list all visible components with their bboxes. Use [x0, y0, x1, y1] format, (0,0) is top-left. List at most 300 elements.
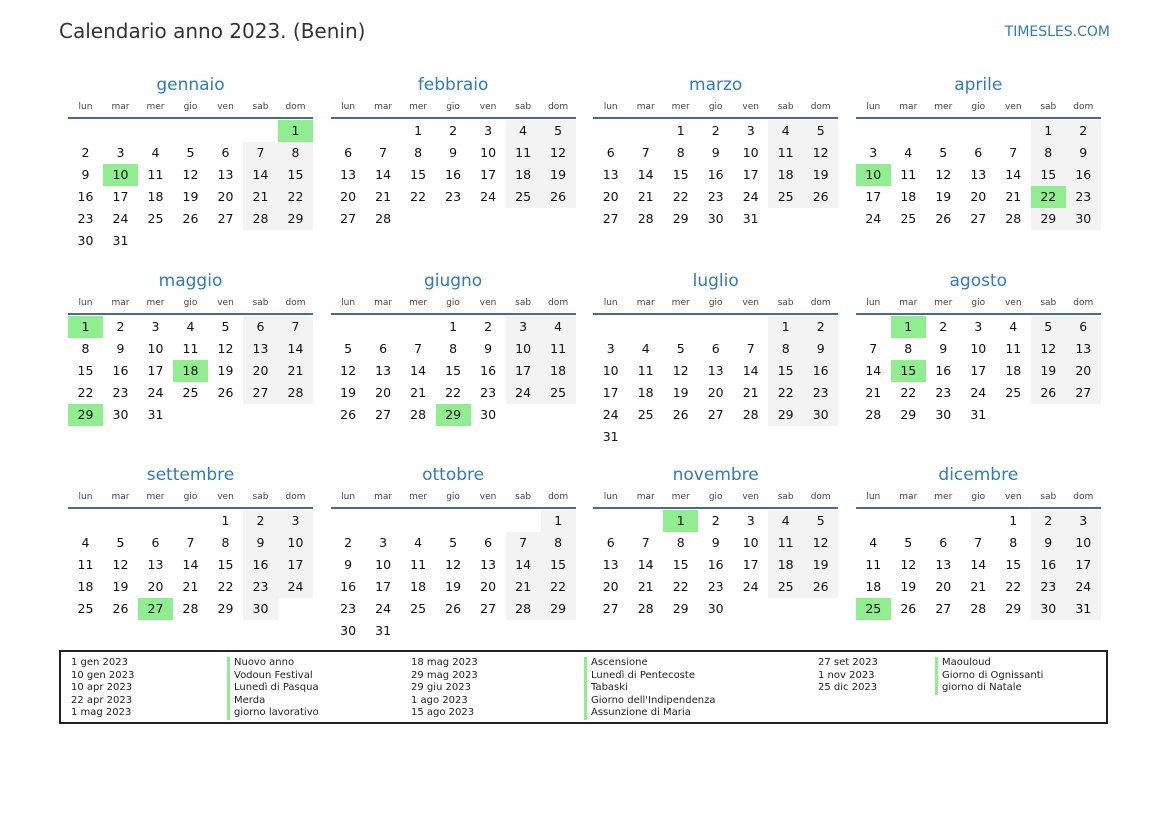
holiday-date: 1 mag 2023 [71, 707, 132, 719]
holiday-dates-col-2 [411, 657, 478, 720]
day-cell: 19 [1031, 360, 1066, 382]
weekday-label: ven [217, 298, 234, 308]
weekday-header [68, 294, 313, 315]
day-cell: 3 [506, 316, 541, 338]
day-cell: 14 [506, 554, 541, 576]
month-title: febbraio [417, 75, 489, 95]
day-cell: 13 [707, 363, 724, 378]
day-cell: 24 [865, 211, 882, 226]
day-cell: 28 [182, 601, 199, 616]
weekday-label: mar [111, 492, 130, 502]
holiday-date: 1 gen 2023 [71, 657, 129, 668]
weekday-label: ven [479, 298, 497, 308]
day-cell: 7 [641, 535, 650, 550]
day-cell: 22 [672, 189, 689, 204]
weekday-label: lun [341, 298, 356, 308]
holiday-day-cell: 1 [68, 316, 103, 338]
day-cell: 12 [672, 363, 689, 378]
day-cell: 30 [480, 407, 497, 422]
holiday-name: Lunedì di Pentecoste [584, 670, 716, 683]
day-cell: 15 [217, 557, 234, 572]
day-cell: 20 [243, 360, 278, 382]
day-cell: 26 [217, 385, 234, 400]
day-cell: 17 [602, 385, 619, 400]
day-cell: 11 [865, 557, 882, 572]
day-cell: 12 [112, 557, 129, 572]
empty-cell [366, 120, 401, 142]
day-cell: 13 [147, 557, 164, 572]
empty-cell [926, 510, 961, 532]
day-cell: 10 [147, 341, 164, 356]
weekday-label: gio [971, 102, 986, 112]
holiday-name: Giorno di Ognissanti [935, 670, 1043, 683]
day-cell: 18 [541, 360, 576, 382]
days-grid [68, 120, 313, 252]
day-cell: 8 [541, 532, 576, 554]
weekday-label: sab [1040, 102, 1057, 112]
day-cell: 16 [480, 363, 497, 378]
day-cell: 12 [900, 557, 917, 572]
day-cell: 18 [900, 189, 917, 204]
day-cell: 23 [480, 385, 497, 400]
day-cell: 5 [541, 120, 576, 142]
day-cell: 18 [147, 189, 164, 204]
day-cell: 9 [116, 341, 125, 356]
day-cell: 3 [869, 145, 878, 160]
day-cell: 31 [1066, 598, 1101, 620]
day-cell: 19 [445, 579, 462, 594]
month-marzo [593, 72, 838, 268]
day-cell: 25 [768, 186, 803, 208]
day-cell: 20 [1066, 360, 1101, 382]
empty-cell [856, 120, 891, 142]
empty-cell [401, 316, 436, 338]
weekday-label: lun [866, 492, 881, 502]
empty-cell [506, 510, 541, 532]
day-cell: 18 [1005, 363, 1022, 378]
day-cell: 7 [869, 341, 878, 356]
weekday-header [856, 98, 1101, 119]
weekday-label: mer [409, 298, 428, 308]
day-cell: 2 [484, 319, 493, 334]
empty-cell [138, 120, 173, 142]
day-cell: 25 [637, 407, 654, 422]
day-cell: 16 [1031, 554, 1066, 576]
weekday-label: ven [479, 492, 497, 502]
day-cell: 14 [970, 557, 987, 572]
weekday-label: mar [899, 298, 918, 308]
weekday-label: mer [671, 298, 690, 308]
weekday-label: sab [1040, 298, 1057, 308]
weekday-label: mar [111, 102, 130, 112]
day-cell: 28 [410, 407, 427, 422]
weekday-header [593, 294, 838, 315]
day-cell: 11 [1005, 341, 1022, 356]
weekday-label: ven [1004, 102, 1022, 112]
holiday-name: Ascensione [584, 657, 716, 670]
day-cell: 7 [506, 532, 541, 554]
empty-cell [593, 316, 628, 338]
holiday-names-col-2 [584, 657, 716, 720]
weekday-header [856, 488, 1101, 509]
day-cell: 20 [970, 189, 987, 204]
weekday-label: mer [409, 492, 428, 502]
day-cell: 31 [147, 407, 164, 422]
day-cell: 26 [1031, 382, 1066, 404]
empty-cell [628, 316, 663, 338]
empty-cell [961, 120, 996, 142]
weekday-label: sab [515, 492, 532, 502]
day-cell: 26 [935, 211, 952, 226]
day-cell: 8 [768, 338, 803, 360]
day-cell: 3 [974, 319, 983, 334]
empty-cell [663, 316, 698, 338]
holiday-name: Nuovo anno [227, 657, 319, 670]
day-cell: 5 [1031, 316, 1066, 338]
day-cell: 24 [480, 189, 497, 204]
day-cell: 5 [116, 535, 125, 550]
day-cell: 10 [742, 535, 759, 550]
holiday-day-cell: 18 [173, 360, 208, 382]
day-cell: 6 [606, 145, 615, 160]
day-cell: 6 [606, 535, 615, 550]
day-cell: 27 [707, 407, 724, 422]
day-cell: 12 [1031, 338, 1066, 360]
day-cell: 29 [278, 208, 313, 230]
holiday-name: giorno di Natale [935, 682, 1043, 695]
month-dicembre [856, 462, 1101, 647]
weekday-label: lun [341, 102, 356, 112]
weekday-label: sab [777, 102, 794, 112]
month-title: giugno [423, 271, 483, 291]
weekday-label: ven [217, 102, 234, 112]
weekday-label: lun [341, 492, 356, 502]
day-cell: 23 [243, 576, 278, 598]
day-cell: 21 [637, 579, 654, 594]
day-cell: 4 [186, 319, 195, 334]
day-cell: 8 [1009, 535, 1018, 550]
day-cell: 11 [147, 167, 164, 182]
day-cell: 4 [151, 145, 160, 160]
day-cell: 14 [637, 557, 654, 572]
day-cell: 20 [935, 579, 952, 594]
day-cell: 15 [445, 363, 462, 378]
day-cell: 20 [602, 189, 619, 204]
day-cell: 2 [939, 319, 948, 334]
day-cell: 19 [340, 385, 357, 400]
day-cell: 26 [182, 211, 199, 226]
day-cell: 13 [935, 557, 952, 572]
day-cell: 29 [1005, 601, 1022, 616]
month-title: aprile [954, 75, 1003, 95]
weekday-header [856, 294, 1101, 315]
weekday-header [331, 98, 576, 119]
weekday-label: gio [183, 102, 198, 112]
day-cell: 30 [77, 233, 94, 248]
day-cell: 31 [742, 211, 759, 226]
weekday-label: mar [636, 298, 655, 308]
day-cell: 13 [1066, 338, 1101, 360]
day-cell: 4 [81, 535, 90, 550]
day-cell: 22 [541, 576, 576, 598]
day-cell: 12 [541, 142, 576, 164]
day-cell: 6 [974, 145, 983, 160]
day-cell: 29 [672, 601, 689, 616]
day-cell: 3 [606, 341, 615, 356]
empty-cell [961, 510, 996, 532]
day-cell: 22 [217, 579, 234, 594]
day-cell: 22 [900, 385, 917, 400]
weekday-header [331, 294, 576, 315]
weekday-label: mer [934, 492, 953, 502]
day-cell: 12 [340, 363, 357, 378]
weekday-label: dom [1073, 102, 1094, 112]
day-cell: 3 [116, 145, 125, 160]
holiday-date: 27 set 2023 [818, 657, 878, 668]
day-cell: 17 [112, 189, 129, 204]
day-cell: 26 [445, 601, 462, 616]
day-cell: 2 [711, 513, 720, 528]
day-cell: 10 [375, 557, 392, 572]
day-cell: 28 [637, 601, 654, 616]
day-cell: 17 [970, 363, 987, 378]
weekday-label: ven [742, 102, 759, 112]
weekday-label: ven [742, 492, 759, 502]
day-cell: 21 [182, 579, 199, 594]
day-cell: 3 [746, 123, 755, 138]
day-cell: 19 [935, 189, 952, 204]
day-cell: 6 [243, 316, 278, 338]
day-cell: 24 [506, 382, 541, 404]
weekday-label: mer [409, 102, 428, 112]
day-cell: 30 [707, 211, 724, 226]
day-cell: 10 [278, 532, 313, 554]
day-cell: 23 [112, 385, 129, 400]
day-cell: 20 [147, 579, 164, 594]
days-grid [331, 316, 576, 426]
empty-cell [243, 120, 278, 142]
day-cell: 16 [340, 579, 357, 594]
weekday-label: gio [183, 298, 198, 308]
weekday-label: ven [742, 298, 759, 308]
weekday-label: mer [146, 102, 165, 112]
weekday-label: mer [146, 492, 165, 502]
weekday-header [68, 98, 313, 119]
day-cell: 21 [742, 385, 759, 400]
holidays-legend [59, 650, 1108, 724]
holiday-name: Lunedì di Pasqua [227, 682, 319, 695]
day-cell: 28 [970, 601, 987, 616]
day-cell: 5 [676, 341, 685, 356]
day-cell: 29 [217, 601, 234, 616]
day-cell: 21 [243, 186, 278, 208]
day-cell: 21 [865, 385, 882, 400]
days-grid [593, 120, 838, 230]
day-cell: 18 [410, 579, 427, 594]
day-cell: 23 [1031, 576, 1066, 598]
empty-cell [138, 510, 173, 532]
weekday-label: gio [708, 102, 723, 112]
day-cell: 23 [77, 211, 94, 226]
day-cell: 26 [541, 186, 576, 208]
day-cell: 4 [506, 120, 541, 142]
day-cell: 19 [182, 189, 199, 204]
empty-cell [436, 510, 471, 532]
day-cell: 18 [865, 579, 882, 594]
day-cell: 30 [935, 407, 952, 422]
day-cell: 4 [904, 145, 913, 160]
day-cell: 12 [803, 142, 838, 164]
day-cell: 7 [379, 145, 388, 160]
day-cell: 17 [742, 557, 759, 572]
holiday-date: 1 ago 2023 [411, 694, 468, 706]
day-cell: 18 [637, 385, 654, 400]
day-cell: 9 [711, 535, 720, 550]
day-cell: 18 [77, 579, 94, 594]
day-cell: 17 [1066, 554, 1101, 576]
weekday-label: mar [111, 298, 130, 308]
day-cell: 7 [974, 535, 983, 550]
weekday-label: sab [1040, 492, 1057, 502]
weekday-label: lun [78, 298, 93, 308]
day-cell: 4 [768, 120, 803, 142]
day-cell: 26 [112, 601, 129, 616]
holiday-name: Merda [227, 695, 319, 708]
day-cell: 19 [541, 164, 576, 186]
day-cell: 4 [414, 535, 423, 550]
day-cell: 8 [1031, 142, 1066, 164]
page-title: Calendario anno 2023. (Benin) [59, 19, 366, 43]
day-cell: 16 [707, 167, 724, 182]
day-cell: 14 [410, 363, 427, 378]
day-cell: 27 [480, 601, 497, 616]
weekday-label: sab [252, 102, 269, 112]
day-cell: 22 [278, 186, 313, 208]
day-cell: 3 [746, 513, 755, 528]
day-cell: 13 [375, 363, 392, 378]
weekday-label: dom [548, 102, 569, 112]
day-cell: 7 [186, 535, 195, 550]
weekday-label: gio [971, 492, 986, 502]
holiday-day-cell: 29 [68, 404, 103, 426]
day-cell: 6 [484, 535, 493, 550]
day-cell: 28 [1005, 211, 1022, 226]
day-cell: 20 [707, 385, 724, 400]
day-cell: 8 [676, 535, 685, 550]
day-cell: 2 [81, 145, 90, 160]
empty-cell [331, 316, 366, 338]
brand-link[interactable]: TIMESLES.COM [1004, 24, 1110, 40]
holiday-day-cell: 15 [891, 360, 926, 382]
empty-cell [628, 510, 663, 532]
day-cell: 31 [112, 233, 129, 248]
weekday-label: mer [146, 298, 165, 308]
day-cell: 24 [375, 601, 392, 616]
weekday-label: sab [515, 102, 532, 112]
holiday-name: giorno lavorativo [227, 707, 319, 720]
weekday-header [593, 488, 838, 509]
day-cell: 21 [375, 189, 392, 204]
day-cell: 15 [541, 554, 576, 576]
empty-cell [366, 510, 401, 532]
day-cell: 25 [1005, 385, 1022, 400]
day-cell: 23 [445, 189, 462, 204]
day-cell: 29 [1031, 208, 1066, 230]
day-cell: 10 [602, 363, 619, 378]
holiday-date: 10 apr 2023 [71, 682, 133, 694]
holiday-name: Assunzione di Maria [584, 707, 716, 720]
day-cell: 20 [480, 579, 497, 594]
day-cell: 4 [1009, 319, 1018, 334]
day-cell: 12 [217, 341, 234, 356]
empty-cell [926, 120, 961, 142]
day-cell: 11 [77, 557, 94, 572]
day-cell: 19 [900, 579, 917, 594]
day-cell: 15 [410, 167, 427, 182]
day-cell: 7 [414, 341, 423, 356]
empty-cell [173, 120, 208, 142]
day-cell: 1 [676, 123, 685, 138]
holiday-day-cell: 22 [1031, 186, 1066, 208]
month-title: marzo [689, 75, 743, 95]
day-cell: 16 [445, 167, 462, 182]
holiday-date: 1 nov 2023 [818, 669, 875, 681]
day-cell: 2 [1066, 120, 1101, 142]
day-cell: 2 [449, 123, 458, 138]
day-cell: 17 [506, 360, 541, 382]
empty-cell [366, 316, 401, 338]
day-cell: 25 [182, 385, 199, 400]
empty-cell [891, 120, 926, 142]
empty-cell [698, 316, 733, 338]
weekday-label: sab [252, 298, 269, 308]
month-aprile [856, 72, 1101, 268]
day-cell: 15 [1005, 557, 1022, 572]
holiday-day-cell: 27 [138, 598, 173, 620]
day-cell: 24 [147, 385, 164, 400]
weekday-label: lun [603, 492, 618, 502]
weekday-header [68, 488, 313, 509]
days-grid [331, 510, 576, 642]
day-cell: 21 [278, 360, 313, 382]
day-cell: 29 [900, 407, 917, 422]
day-cell: 26 [340, 407, 357, 422]
day-cell: 22 [672, 579, 689, 594]
day-cell: 29 [672, 211, 689, 226]
day-cell: 15 [1031, 164, 1066, 186]
day-cell: 11 [410, 557, 427, 572]
day-cell: 5 [803, 510, 838, 532]
day-cell: 17 [742, 167, 759, 182]
month-settembre [68, 462, 313, 647]
day-cell: 14 [278, 338, 313, 360]
days-grid [331, 120, 576, 230]
month-title: novembre [672, 465, 759, 485]
weekday-label: lun [78, 102, 93, 112]
day-cell: 22 [1005, 579, 1022, 594]
empty-cell [593, 120, 628, 142]
holiday-day-cell: 1 [663, 510, 698, 532]
day-cell: 16 [243, 554, 278, 576]
holiday-date: 29 giu 2023 [411, 682, 471, 694]
holiday-date: 10 gen 2023 [71, 669, 135, 681]
days-grid [593, 510, 838, 620]
day-cell: 5 [904, 535, 913, 550]
weekday-label: lun [78, 492, 93, 502]
day-cell: 22 [410, 189, 427, 204]
day-cell: 25 [541, 382, 576, 404]
day-cell: 1 [1031, 120, 1066, 142]
